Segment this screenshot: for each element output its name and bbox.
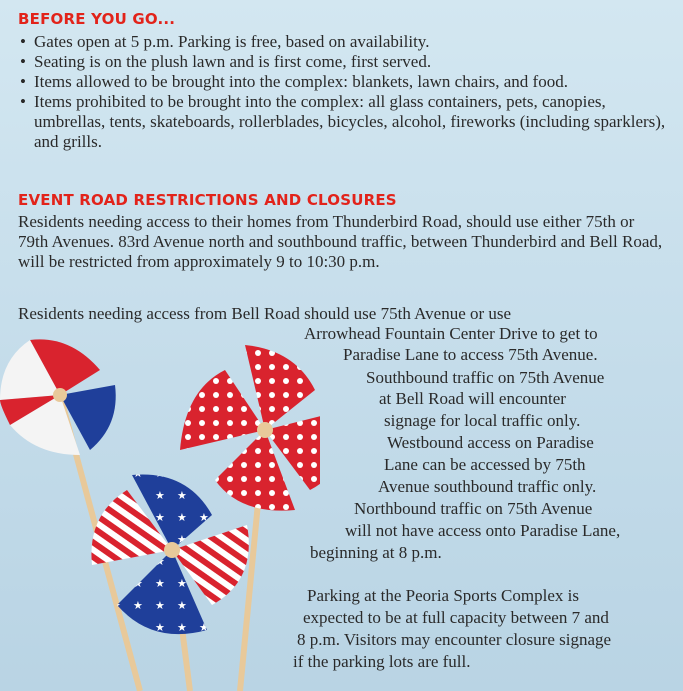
- text-line: Northbound traffic on 75th Avenue: [354, 499, 593, 518]
- list-item: • Items allowed to be brought into the complex: blankets, lawn chairs, and food.: [18, 72, 668, 92]
- pinwheel-dots: [180, 345, 320, 511]
- list-item: • Gates open at 5 p.m. Parking is free, based on availability.: [18, 32, 668, 52]
- text-line: if the parking lots are full.: [293, 652, 471, 671]
- text-line: at Bell Road will encounter: [379, 389, 566, 408]
- text-line: Southbound traffic on 75th Avenue: [366, 368, 605, 387]
- pinwheel-left: [0, 339, 116, 455]
- bell-road-paragraph-first-line: Residents needing access from Bell Road should use 75th Avenue or use: [18, 304, 512, 323]
- before-you-go-heading: BEFORE YOU GO...: [18, 10, 176, 28]
- text-line: beginning at 8 p.m.: [310, 543, 442, 562]
- text-line: Parking at the Peoria Sports Complex is: [307, 586, 579, 605]
- text-line: expected to be at full capacity between 7 and: [303, 608, 609, 627]
- text-line: Paradise Lane to access 75th Avenue.: [343, 345, 598, 364]
- text-line: signage for local traffic only.: [384, 411, 581, 430]
- road-closures-heading: EVENT ROAD RESTRICTIONS AND CLOSURES: [18, 191, 397, 209]
- text-line: Lane can be accessed by 75th: [384, 455, 586, 474]
- list-item: • Seating is on the plush lawn and is first come, first served.: [18, 52, 668, 72]
- text-line: Westbound access on Paradise: [387, 433, 594, 452]
- text-line: Arrowhead Fountain Center Drive to get to: [304, 324, 598, 343]
- text-line: 8 p.m. Visitors may encounter closure signage: [297, 630, 612, 649]
- list-item: • Items prohibited to be brought into the complex: all glass containers, pets, canopies, umbrellas, tents, skateboards, rollerblades, bicycles, alcohol, fireworks (including sparklers), and grills.: [18, 92, 668, 152]
- thunderbird-road-paragraph: Residents needing access to their homes from Thunderbird Road, should use either 75th or 79th Avenues. 83rd Avenue north and southbound traffic, between Thunderbird and Bell Road, will be restricted from approximately 9 to 10:30 p.m.: [18, 212, 663, 271]
- before-you-go-list: [18, 32, 668, 152]
- pinwheels-illustration: [0, 320, 320, 691]
- text-line: will not have access onto Paradise Lane,: [345, 521, 621, 540]
- text-line: Avenue southbound traffic only.: [378, 477, 597, 496]
